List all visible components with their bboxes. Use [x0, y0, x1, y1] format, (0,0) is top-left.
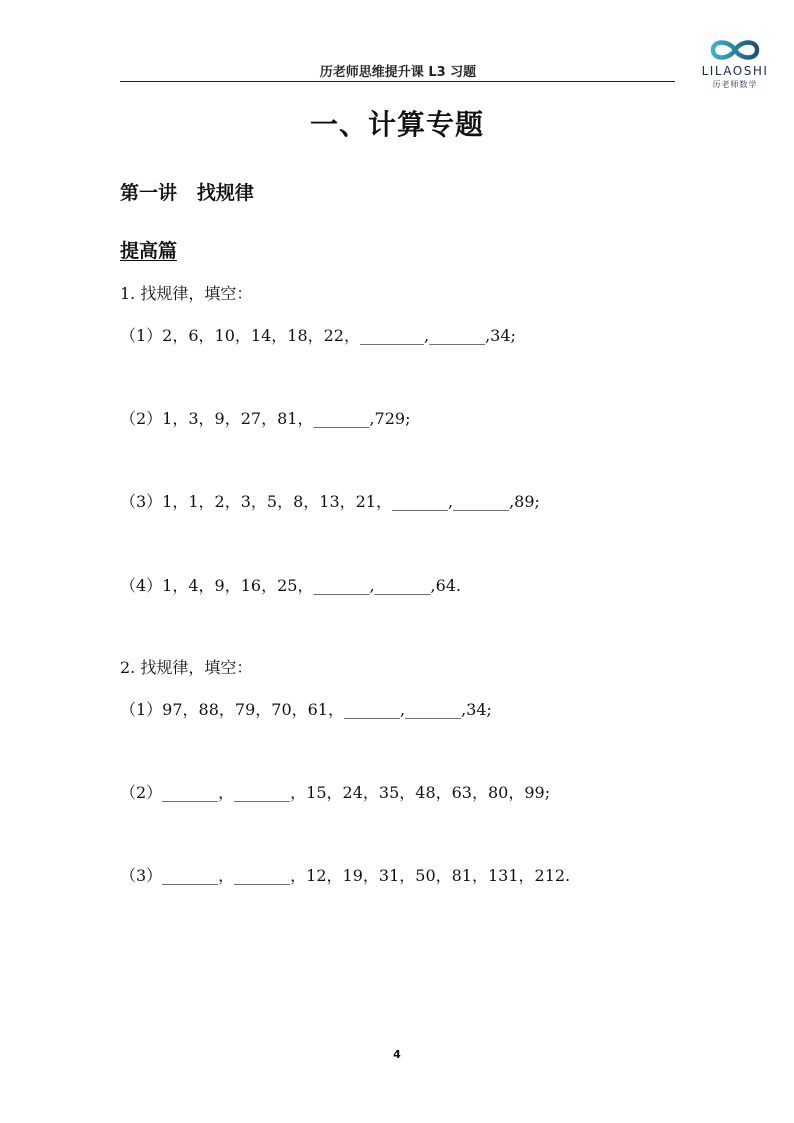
problem-1-item-2: （2）1，3，9，27，81，_______,729;: [120, 409, 411, 428]
problem-2-item-3: （3）_______，_______，12，19，31，50，81，131，212.: [120, 866, 571, 885]
problem-1-item-3: （3）1，1，2，3，5，8，13，21，_______,_______,89;: [120, 492, 540, 511]
header-title: 历老师思维提升课 L3 习题: [319, 65, 477, 80]
problem-1-item-4: （4）1，4，9，16，25，_______,_______,64.: [120, 576, 462, 595]
problem-1-heading: 1. 找规律，填空：: [120, 284, 253, 303]
section-heading: 提高篇: [120, 240, 178, 262]
page-number: 4: [393, 1048, 401, 1061]
lilaoshi-logo: [690, 36, 780, 92]
problem-2-item-1: （1）97，88，79，70，61，_______,_______,34;: [120, 700, 492, 719]
lecture-heading: 第一讲 找规律: [120, 182, 254, 204]
problem-2-heading: 2. 找规律，填空：: [120, 658, 253, 677]
header-divider: [120, 81, 675, 82]
infinity-logo-icon: [704, 36, 766, 64]
logo-subtext: 历老师数学: [712, 80, 758, 89]
problem-2-item-2: （2）_______，_______，15，24，35，48，63，80，99;: [120, 783, 551, 802]
problem-1-item-1: （1）2，6，10，14，18，22，________,_______,34;: [120, 326, 516, 345]
page-title: 一、计算专题: [309, 108, 484, 141]
logo-wordmark: LILAOSHI: [701, 64, 769, 78]
